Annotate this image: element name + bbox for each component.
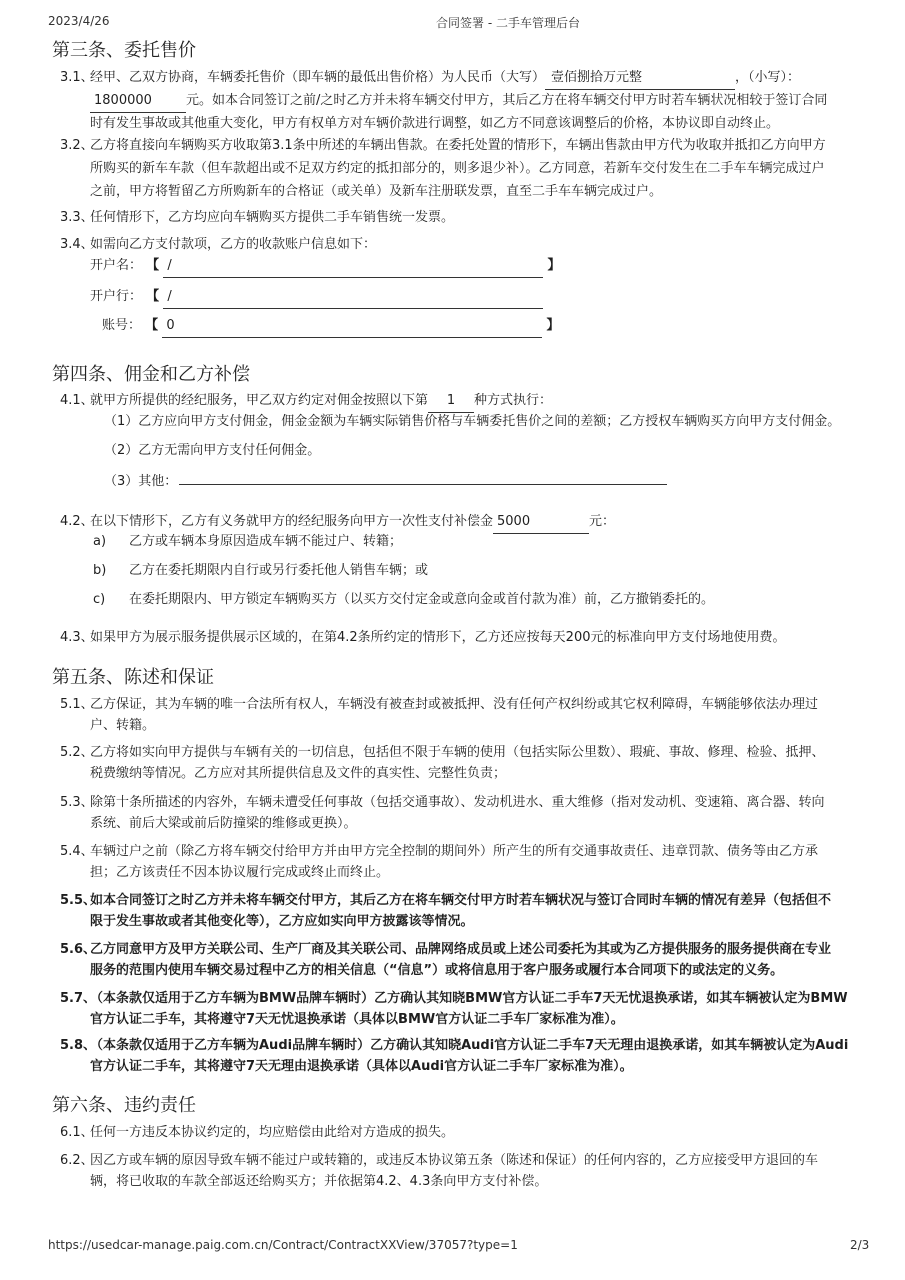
- clause-number: 4.3、: [60, 630, 94, 645]
- clause-3-1-line2: [90, 89, 827, 113]
- commission-option-3: [104, 470, 667, 493]
- article-5-title: 第五条、陈述和保证: [52, 667, 214, 688]
- bank-row: [90, 285, 543, 309]
- condition-text: 乙方在委托期限内自行或另行委托他人销售车辆；或: [129, 563, 429, 578]
- clause-6-2: [60, 1149, 818, 1172]
- clause-3-1-line3: 时有发生事故或其他重大变化，甲方有权单方对车辆价款进行调整，如乙方不同意该调整后的价格，本协议即自动终止。: [90, 116, 780, 131]
- condition-key: c): [93, 592, 106, 607]
- condition-text: 乙方或车辆本身原因造成车辆不能过户、转籍；: [129, 534, 403, 549]
- clause-number: 6.1、: [60, 1125, 94, 1140]
- account-holder-label: 开户名：: [90, 258, 143, 273]
- clause-number: 5.2、: [60, 745, 94, 760]
- price-lowercase-field: 1800000: [90, 89, 186, 113]
- clause-number: 3.1、: [60, 70, 94, 85]
- commission-option-field: 1: [428, 389, 474, 413]
- clause-3-2-line2: 所购买的新车车款（但车款超出或不足双方约定的抵扣部分的，则多退少补）。乙方同意，若新车交付发生在二手车车辆完成过户: [90, 161, 825, 176]
- clause-text: 如果甲方为展示服务提供展示区域的，在第4.2条所约定的情形下，乙方还应按每天200元的标准向甲方支付场地使用费。: [90, 630, 786, 645]
- bracket-open: 【: [145, 318, 159, 333]
- clause-text: 任何情形下，乙方均应向车辆购买方提供二手车销售统一发票。: [90, 210, 455, 225]
- clause-5-7: [60, 987, 848, 1010]
- bank-field: /: [163, 285, 543, 309]
- clause-4-3: [60, 626, 786, 649]
- account-number-row: [102, 314, 559, 338]
- clause-3-2: [60, 134, 826, 157]
- clause-5-3-line2: 系统、前后大梁或前后防撞梁的维修或更换）。: [90, 816, 357, 831]
- clause-5-2-line2: 税费缴纳等情况。乙方应对其所提供信息及文件的真实性、完整性负责；: [90, 766, 507, 781]
- condition-text: 在委托期限内、甲方锁定车辆购买方（以买方交付定金或意向金或首付款为准）前，乙方撤销委托的。: [129, 592, 715, 607]
- clause-5-7-line2: 官方认证二手车，其将遵守7天无忧退换承诺（具体以BMW官方认证二手车厂家标准为准）。: [90, 1012, 624, 1027]
- account-number-label: 账号：: [102, 318, 142, 333]
- clause-text: （本条款仅适用于乙方车辆为Audi品牌车辆时）乙方确认其知晓Audi官方认证二手车7天无理由退换承诺，如其车辆被认定为Audi: [90, 1038, 849, 1053]
- clause-number: 3.4、: [60, 237, 94, 252]
- clause-number: 3.2、: [60, 138, 94, 153]
- bracket-close: 】: [546, 318, 560, 333]
- clause-3-4: [60, 233, 376, 256]
- bracket-open: 【: [146, 258, 160, 273]
- clause-5-6: [60, 938, 831, 961]
- clause-text: 除第十条所描述的内容外，车辆未遭受任何事故（包括交通事故）、发动机进水、重大维修（指对发动机、变速箱、离合器、转向: [90, 795, 825, 810]
- condition-key: a): [93, 534, 107, 549]
- clause-text: 因乙方或车辆的原因导致车辆不能过户或转籍的，或违反本协议第五条（陈述和保证）的任何内容的，乙方应接受甲方退回的车: [90, 1153, 819, 1168]
- clause-6-2-line2: 辆，将已收取的车款全部返还给购买方；并依据第4.2、4.3条向甲方支付补偿。: [90, 1174, 548, 1189]
- clause-5-5-line2: 限于发生事故或者其他变化等），乙方应如实向甲方披露该等情况。: [90, 914, 474, 929]
- clause-5-3: [60, 791, 825, 814]
- clause-text: 乙方将直接向车辆购买方收取第3.1条中所述的车辆出售款。在委托处置的情形下，车辆出售款由甲方代为收取并抵扣乙方向甲方: [90, 138, 826, 153]
- clause-number: 6.2、: [60, 1153, 94, 1168]
- clause-text: 种方式执行：: [474, 393, 553, 408]
- clause-5-4: [60, 840, 818, 863]
- bracket-open: 【: [146, 289, 160, 304]
- clause-text: 元。如本合同签订之前/之时乙方并未将车辆交付甲方，其后乙方在将车辆交付甲方时若车辆状况相较于签订合同: [186, 93, 828, 108]
- compensation-amount-field: 5000: [493, 510, 589, 534]
- clause-5-8: [60, 1034, 848, 1057]
- page-number: 2/3: [850, 1238, 870, 1252]
- clause-text: 任何一方违反本协议约定的，均应赔偿由此给对方造成的损失。: [90, 1125, 455, 1140]
- clause-text: 如本合同签订之时乙方并未将车辆交付甲方，其后乙方在将车辆交付甲方时若车辆状况与签订合同时车辆的情况有差异（包括但不: [90, 893, 832, 908]
- condition-a: [93, 530, 402, 553]
- bank-label: 开户行：: [90, 289, 143, 304]
- clause-number: 5.6、: [60, 942, 97, 957]
- clause-number: 5.5、: [60, 893, 97, 908]
- clause-text: 乙方同意甲方及甲方关联公司、生产厂商及其关联公司、品牌网络成员或上述公司委托为其或为乙方提供服务的服务提供商在专业: [90, 942, 832, 957]
- clause-number: 5.8、: [60, 1038, 97, 1053]
- clause-text: 经甲、乙双方协商，车辆委托售价（即车辆的最低出售价格）为人民币（大写）: [90, 70, 546, 85]
- article-4-title: 第四条、佣金和乙方补偿: [52, 364, 250, 385]
- clause-number: 5.3、: [60, 795, 94, 810]
- account-holder-row: [90, 254, 560, 278]
- clause-text: ，（小写）：: [735, 70, 801, 85]
- clause-5-8-line2: 官方认证二手车，其将遵守7天无理由退换承诺（具体以Audi官方认证二手车厂家标准为准）。: [90, 1059, 633, 1074]
- clause-5-1: [60, 693, 818, 716]
- clause-5-6-line2: 服务的范围内使用车辆交易过程中乙方的相关信息（“信息”）或将信息用于客户服务或履行本合同项下的或法定的义务。: [90, 963, 784, 978]
- price-uppercase-field: 壹佰捌拾万元整: [545, 66, 735, 90]
- bracket-close: 】: [547, 258, 561, 273]
- option-3-label: （3）其他：: [104, 474, 178, 489]
- clause-number: 5.4、: [60, 844, 94, 859]
- clause-text: 乙方保证，其为车辆的唯一合法所有权人，车辆没有被查封或被抵押、没有任何产权纠纷或其它权利障碍，车辆能够依法办理过: [90, 697, 819, 712]
- condition-c: [93, 588, 714, 611]
- condition-b: [93, 559, 428, 582]
- clause-5-2: [60, 741, 825, 764]
- clause-text: 元：: [589, 514, 616, 529]
- clause-text: 就甲方所提供的经纪服务，甲乙双方约定对佣金按照以下第: [90, 393, 429, 408]
- clause-6-1: [60, 1121, 454, 1144]
- clause-5-5: [60, 889, 831, 912]
- clause-5-4-line2: 担；乙方该责任不因本协议履行完成或终止而终止。: [90, 865, 390, 880]
- commission-option-1: （1）乙方应向甲方支付佣金，佣金金额为车辆实际销售价格与车辆委托售价之间的差额；乙方授权车辆购买方向甲方支付佣金。: [104, 414, 841, 429]
- clause-number: 3.3、: [60, 210, 94, 225]
- clause-3-1: [60, 66, 800, 90]
- commission-option-2: （2）乙方无需向甲方支付任何佣金。: [104, 443, 321, 458]
- clause-number: 4.1、: [60, 393, 94, 408]
- option-3-blank: [179, 470, 667, 485]
- condition-key: b): [93, 563, 107, 578]
- clause-3-3: [60, 206, 454, 229]
- clause-5-1-line2: 户、转籍。: [90, 718, 156, 733]
- clause-text: 如需向乙方支付款项，乙方的收款账户信息如下：: [90, 237, 377, 252]
- clause-text: 车辆过户之前（除乙方将车辆交付给甲方并由甲方完全控制的期间外）所产生的所有交通事故责任、违章罚款、债务等由乙方承: [90, 844, 819, 859]
- print-title: 合同签署 - 二手车管理后台: [436, 16, 580, 30]
- article-3-title: 第三条、委托售价: [52, 40, 196, 61]
- account-number-field: 0: [162, 314, 542, 338]
- clause-number: 5.7、: [60, 991, 97, 1006]
- clause-text: （本条款仅适用于乙方车辆为BMW品牌车辆时）乙方确认其知晓BMW官方认证二手车7天无忧退换承诺，如其车辆被认定为BMW: [90, 991, 848, 1006]
- clause-number: 5.1、: [60, 697, 94, 712]
- print-date: 2023/4/26: [48, 14, 110, 28]
- clause-3-2-line3: 之前，甲方将暂留乙方所购新车的合格证（或关单）及新车注册联发票，直至二手车车辆完成过户。: [90, 184, 663, 199]
- page-url: https://usedcar-manage.paig.com.cn/Contract/ContractXXView/37057?type=1: [48, 1238, 518, 1252]
- account-holder-field: /: [163, 254, 543, 278]
- clause-number: 4.2、: [60, 514, 94, 529]
- article-6-title: 第六条、违约责任: [52, 1095, 196, 1116]
- clause-text: 在以下情形下，乙方有义务就甲方的经纪服务向甲方一次性支付补偿金: [90, 514, 494, 529]
- clause-text: 乙方将如实向甲方提供与车辆有关的一切信息，包括但不限于车辆的使用（包括实际公里数）、瑕疵、事故、修理、检验、抵押、: [90, 745, 825, 760]
